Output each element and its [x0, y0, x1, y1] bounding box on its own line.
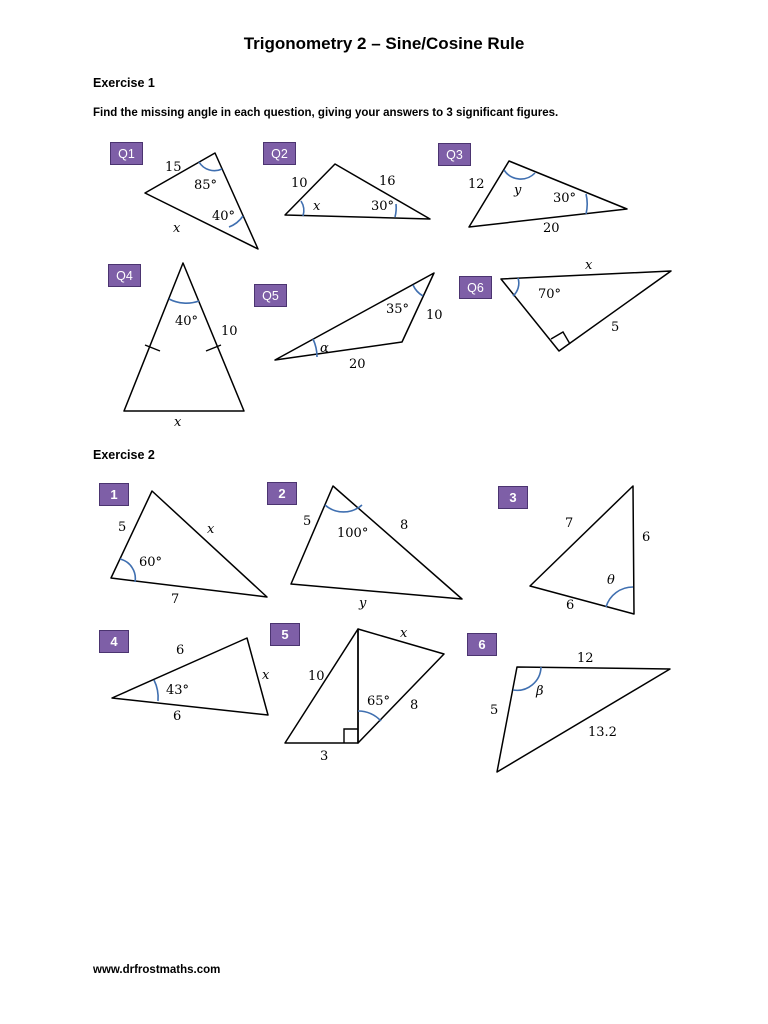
q3-triangle: [468, 161, 627, 236]
ex2-2-triangle: [291, 486, 462, 611]
q2-label-x: x: [313, 199, 321, 214]
q6-triangle: [501, 258, 671, 351]
ex2-1-label-x: x: [207, 522, 215, 537]
q2-label-side-16: 16: [379, 174, 396, 189]
badge-q5: Q5: [254, 284, 287, 307]
ex2-5-label-x: x: [400, 626, 408, 641]
q3-label-y: y: [514, 183, 522, 198]
q3-label-side-12: 12: [468, 177, 485, 192]
q5-triangle: [275, 273, 443, 372]
badge-ex2-5: 5: [270, 623, 300, 646]
ex2-6-label-beta: β: [536, 684, 544, 699]
ex2-6-label-side-12: 12: [577, 651, 594, 666]
badge-q2: Q2: [263, 142, 296, 165]
badge-ex2-4: 4: [99, 630, 129, 653]
ex2-6-label-side-5: 5: [490, 703, 499, 718]
badge-q4: Q4: [108, 264, 141, 287]
page-title: Trigonometry 2 – Sine/Cosine Rule: [243, 34, 525, 53]
q1-label-angle-85: 85°: [194, 178, 218, 193]
ex2-2-label-angle-100: 100°: [337, 526, 369, 541]
badge-ex2-3: 3: [498, 486, 528, 509]
q3-label-angle-30: 30°: [553, 191, 577, 206]
q4-label-x: x: [174, 415, 182, 430]
badge-q6: Q6: [459, 276, 492, 299]
ex2-4-label-x: x: [262, 668, 270, 683]
footer-url: www.drfrostmaths.com: [93, 964, 221, 976]
exercise-1-heading: Exercise 1: [93, 76, 155, 90]
ex2-3-label-side-6-right: 6: [642, 530, 651, 545]
q1-label-side-15: 15: [165, 160, 182, 175]
ex2-5-label-side-10: 10: [308, 669, 325, 684]
badge-q3: Q3: [438, 143, 471, 166]
ex2-1-label-side-5: 5: [118, 520, 127, 535]
badge-ex2-2: 2: [267, 482, 297, 505]
ex2-2-label-y: y: [359, 596, 367, 611]
badge-ex2-1: 1: [99, 483, 129, 506]
q2-label-side-10: 10: [291, 176, 308, 191]
q4-label-angle-40: 40°: [175, 314, 199, 329]
ex2-5-label-side-3: 3: [320, 749, 329, 764]
q6-label-angle-70: 70°: [538, 287, 562, 302]
ex2-1-label-angle-60: 60°: [139, 555, 163, 570]
q4-triangle: [124, 263, 244, 430]
ex2-4-label-side-6-bottom: 6: [173, 709, 182, 724]
q2-triangle: [285, 164, 430, 219]
ex2-4-label-side-6-top: 6: [176, 643, 185, 658]
q2-label-angle-30: 30°: [371, 199, 395, 214]
ex2-3-triangle: [530, 486, 650, 614]
exercise-1-instruction: Find the missing angle in each question, giving your answers to 3 significant figures.: [93, 107, 559, 119]
ex2-5-label-side-8: 8: [410, 698, 419, 713]
ex2-5-label-angle-65: 65°: [367, 694, 391, 709]
q1-label-x: x: [173, 221, 181, 236]
ex2-1-triangle: [111, 491, 267, 607]
q5-label-side-20: 20: [349, 357, 366, 372]
ex2-6-label-side-13-2: 13.2: [588, 725, 617, 740]
ex2-6-triangle: [490, 651, 670, 772]
q6-label-side-5: 5: [611, 320, 620, 335]
q1-label-angle-40: 40°: [212, 209, 236, 224]
q5-label-alpha: α: [320, 341, 329, 356]
badge-ex2-6: 6: [467, 633, 497, 656]
ex2-3-label-side-7: 7: [565, 516, 574, 531]
ex2-3-label-theta: θ: [607, 573, 615, 588]
ex2-5-figure: [285, 626, 444, 764]
q4-label-side-10: 10: [221, 324, 238, 339]
q5-label-side-10: 10: [426, 308, 443, 323]
ex2-4-triangle: [112, 638, 270, 724]
ex2-3-label-side-6-bottom: 6: [566, 598, 575, 613]
ex2-1-label-side-7: 7: [171, 592, 180, 607]
q1-triangle: [145, 153, 258, 249]
exercise-2-heading: Exercise 2: [93, 448, 155, 462]
q6-label-x: x: [585, 258, 593, 273]
ex2-2-label-side-5: 5: [303, 514, 312, 529]
ex2-2-label-side-8: 8: [400, 518, 409, 533]
q5-label-angle-35: 35°: [386, 302, 410, 317]
badge-q1: Q1: [110, 142, 143, 165]
q3-label-side-20: 20: [543, 221, 560, 236]
ex2-4-label-angle-43: 43°: [166, 683, 190, 698]
